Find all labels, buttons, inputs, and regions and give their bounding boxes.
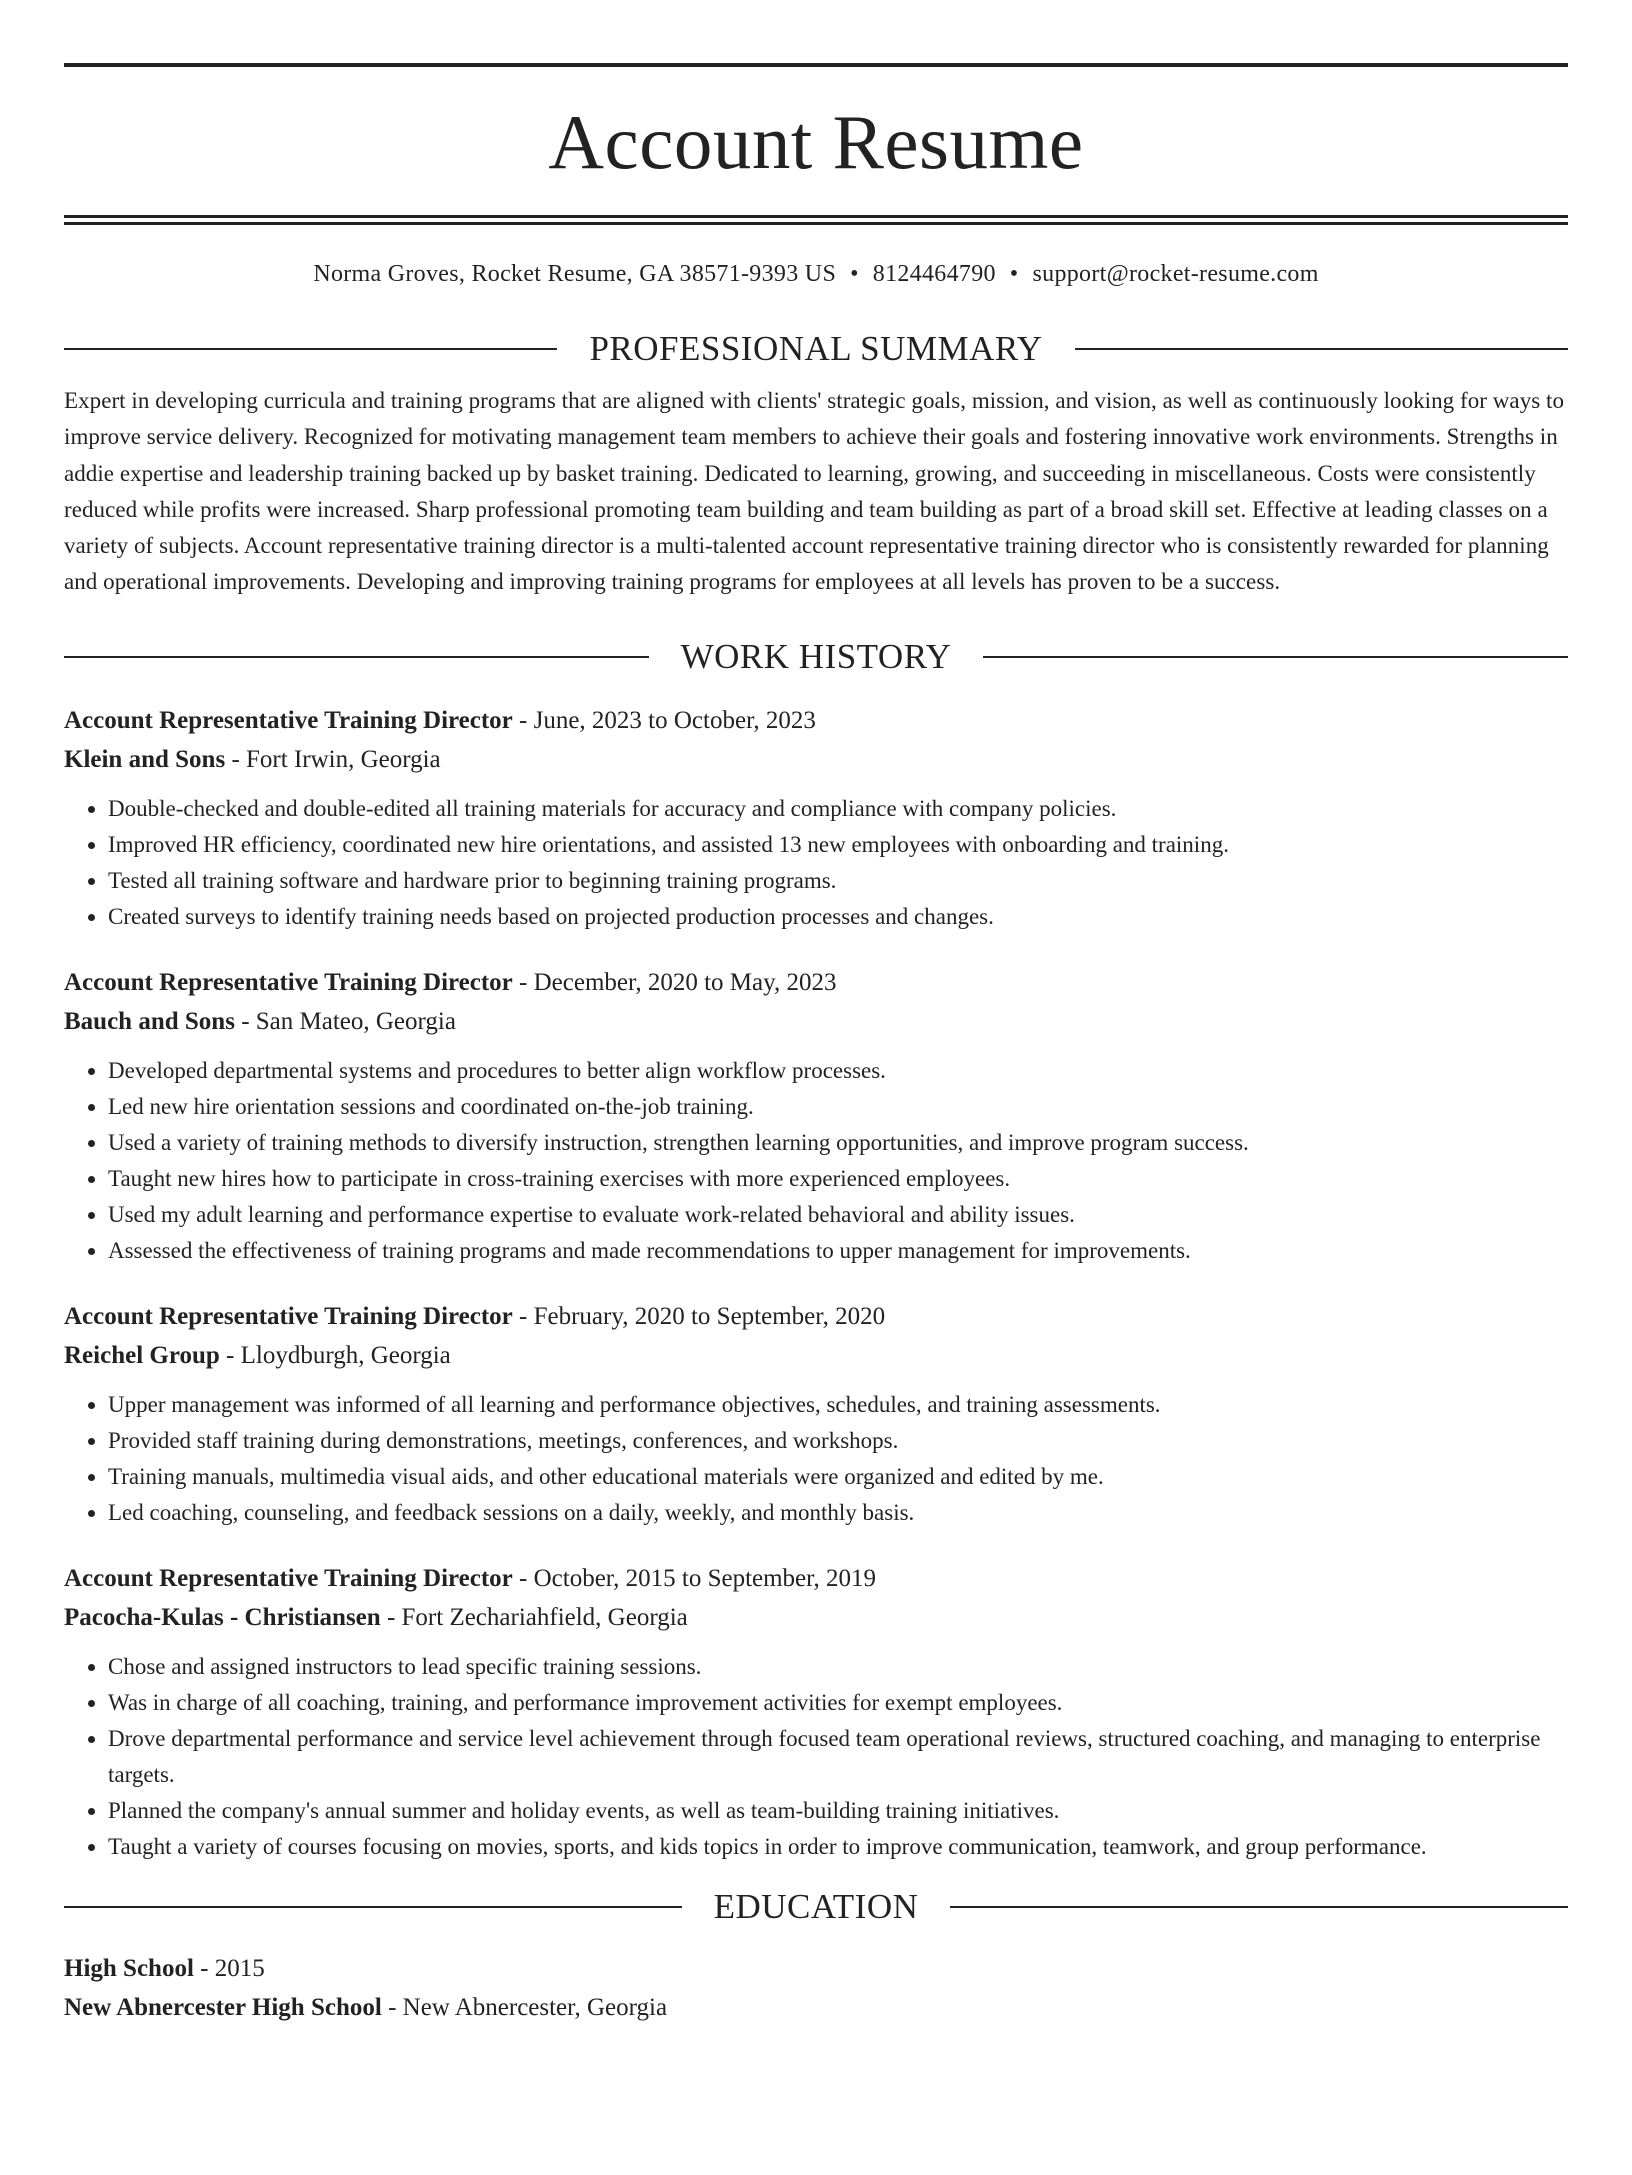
job-location: - Fort Irwin, Georgia bbox=[225, 745, 441, 773]
education-degree-line bbox=[64, 1949, 1568, 1988]
job-title-line bbox=[64, 701, 1568, 740]
section-heading-work bbox=[64, 635, 1568, 679]
job-company-line bbox=[64, 1598, 1568, 1637]
job-bullet: • Developed departmental systems and procedures to better align workflow processes. bbox=[108, 1053, 1568, 1089]
job-company: Pacocha-Kulas - Christiansen bbox=[64, 1603, 381, 1631]
job-dates: - February, 2020 to September, 2020 bbox=[512, 1302, 886, 1330]
heading-rule-left bbox=[64, 348, 557, 350]
job-bullet: • Planned the company's annual summer and holiday events, as well as team-building training initiatives. bbox=[108, 1793, 1568, 1829]
resume-page bbox=[0, 63, 1632, 2175]
heading-rule-left bbox=[64, 656, 649, 658]
job-bullet: • Double-checked and double-edited all training materials for accuracy and compliance with company policies. bbox=[108, 791, 1568, 827]
job-bullet: • Led coaching, counseling, and feedback sessions on a daily, weekly, and monthly basis. bbox=[108, 1495, 1568, 1531]
job-title: Account Representative Training Director bbox=[64, 1302, 513, 1330]
job-bullet: • Created surveys to identify training needs based on projected production processes and changes. bbox=[108, 899, 1568, 935]
job-bullet: • Used my adult learning and performance expertise to evaluate work-related behavioral and ability issues. bbox=[108, 1197, 1568, 1233]
job-company: Klein and Sons bbox=[64, 745, 226, 773]
job-entry bbox=[64, 963, 1568, 1269]
education-school-line bbox=[64, 1988, 1568, 2027]
job-bullet: • Drove departmental performance and service level achievement through focused team operational reviews, structured coaching, and managing to enterprise targets. bbox=[108, 1721, 1568, 1793]
job-dates: - June, 2023 to October, 2023 bbox=[512, 706, 816, 734]
section-heading-summary bbox=[64, 327, 1568, 371]
job-entry bbox=[64, 1559, 1568, 1865]
job-location: - Lloydburgh, Georgia bbox=[219, 1341, 451, 1369]
contact-separator: • bbox=[850, 261, 859, 287]
education-school: New Abnercester High School bbox=[64, 1993, 382, 2021]
job-title: Account Representative Training Director bbox=[64, 968, 513, 996]
contact-separator: • bbox=[1009, 261, 1019, 287]
job-title-line bbox=[64, 1297, 1568, 1336]
section-heading-label: WORK HISTORY bbox=[680, 636, 952, 676]
job-bullet: • Improved HR efficiency, coordinated new hire orientations, and assisted 13 new employees with onboarding and training. bbox=[108, 827, 1568, 863]
job-company-line bbox=[64, 740, 1568, 779]
section-heading-label: PROFESSIONAL SUMMARY bbox=[589, 329, 1043, 368]
job-location: - San Mateo, Georgia bbox=[234, 1007, 456, 1035]
heading-rule-right bbox=[950, 1906, 1568, 1908]
heading-rule-left bbox=[64, 1906, 682, 1908]
resume-title: Account Resume bbox=[548, 99, 1084, 185]
job-bullets bbox=[64, 1387, 1568, 1531]
job-bullet: • Taught new hires how to participate in cross-training exercises with more experienced employees. bbox=[108, 1161, 1568, 1197]
job-title-line bbox=[64, 1559, 1568, 1598]
job-bullets bbox=[64, 791, 1568, 935]
section-heading-education bbox=[64, 1885, 1568, 1929]
education-degree: High School bbox=[64, 1954, 194, 1982]
heading-rule-right bbox=[983, 656, 1568, 658]
job-company-line bbox=[64, 1336, 1568, 1375]
heading-rule-right bbox=[1075, 348, 1568, 350]
job-bullet: • Used a variety of training methods to diversify instruction, strengthen learning opportunities, and improve program success. bbox=[108, 1125, 1568, 1161]
summary-text: Expert in developing curricula and training programs that are aligned with clients' strategic goals, mission, and vision, as well as continuously looking for ways to improve service delivery. Recognized for motivating management team members to achieve their goals and fostering innovative work environments. Strengths in addie expertise and leadership training backed up by basket training. Dedicated to learning, growing, and succeeding in miscellaneous. Costs were consistently reduced while profits were increased. Sharp professional promoting team building and team building as part of a broad skill set. Effective at leading classes on a variety of subjects. Account representative training director is a multi-talented account representative training director who is consistently rewarded for planning and operational improvements. Developing and improving training programs for employees at all levels has proven to be a success. bbox=[64, 388, 1565, 595]
section-heading-label: EDUCATION bbox=[713, 1886, 919, 1926]
job-bullet: • Assessed the effectiveness of training programs and made recommendations to upper management for improvements. bbox=[108, 1233, 1568, 1269]
job-bullet: • Tested all training software and hardware prior to beginning training programs. bbox=[108, 863, 1568, 899]
job-bullet: • Was in charge of all coaching, training, and performance improvement activities for exempt employees. bbox=[108, 1685, 1568, 1721]
job-bullet: • Training manuals, multimedia visual aids, and other educational materials were organized and edited by me. bbox=[108, 1459, 1568, 1495]
job-title: Account Representative Training Director bbox=[64, 1564, 513, 1592]
job-bullets bbox=[64, 1053, 1568, 1269]
job-entry bbox=[64, 1297, 1568, 1531]
education-location: - New Abnercester, Georgia bbox=[381, 1993, 668, 2021]
job-location: - Fort Zechariahfield, Georgia bbox=[380, 1603, 688, 1631]
contact-email: support@rocket-resume.com bbox=[1032, 261, 1319, 287]
education-entry bbox=[64, 1949, 1568, 2027]
contact-line bbox=[64, 259, 1568, 289]
job-bullet: • Taught a variety of courses focusing on movies, sports, and kids topics in order to improve communication, teamwork, and group performance. bbox=[108, 1829, 1568, 1865]
job-bullet: • Led new hire orientation sessions and coordinated on-the-job training. bbox=[108, 1089, 1568, 1125]
job-bullet: • Upper management was informed of all learning and performance objectives, schedules, and training assessments. bbox=[108, 1387, 1568, 1423]
job-company-line bbox=[64, 1002, 1568, 1041]
job-dates: - December, 2020 to May, 2023 bbox=[512, 968, 837, 996]
job-company: Reichel Group bbox=[64, 1341, 220, 1369]
job-title: Account Representative Training Director bbox=[64, 706, 513, 734]
job-entry bbox=[64, 701, 1568, 935]
top-rule bbox=[64, 63, 1568, 67]
education-year: - 2015 bbox=[193, 1954, 265, 1982]
job-bullets bbox=[64, 1649, 1568, 1865]
job-bullet: • Provided staff training during demonstrations, meetings, conferences, and workshops. bbox=[108, 1423, 1568, 1459]
contact-address: Norma Groves, Rocket Resume, GA 38571-9393 US bbox=[313, 261, 837, 287]
job-bullet: • Chose and assigned instructors to lead specific training sessions. bbox=[108, 1649, 1568, 1685]
job-dates: - October, 2015 to September, 2019 bbox=[512, 1564, 876, 1592]
job-company: Bauch and Sons bbox=[64, 1007, 235, 1035]
contact-phone: 8124464790 bbox=[872, 261, 996, 287]
job-title-line bbox=[64, 963, 1568, 1002]
title-double-rule bbox=[64, 215, 1568, 225]
